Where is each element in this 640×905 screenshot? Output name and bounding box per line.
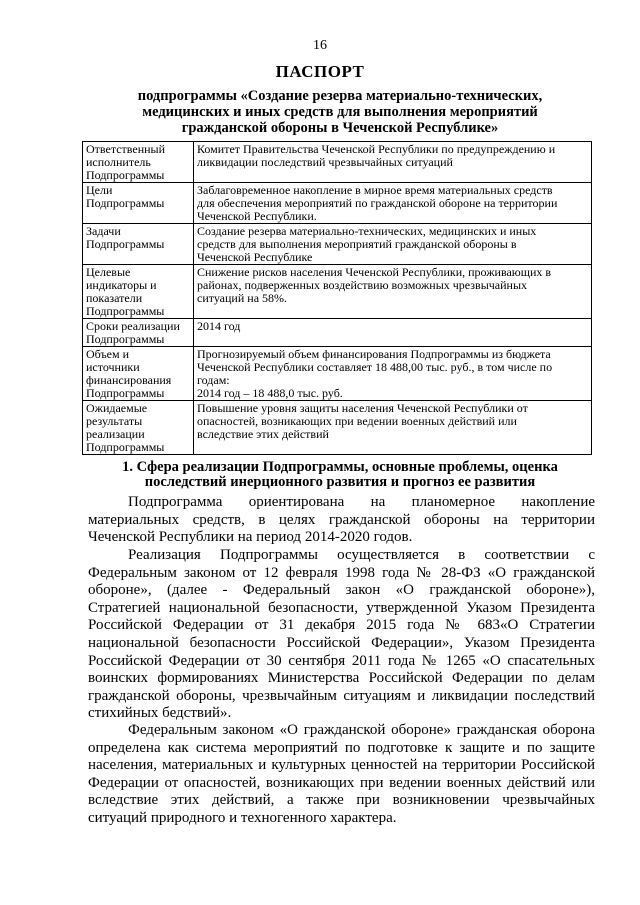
value-line: Чеченской Республике [197,250,313,264]
subtitle-line: гражданской обороны в Чеченской Республике» [181,120,499,136]
label-line: результаты [86,414,143,428]
row-label [83,183,194,224]
section-heading [100,460,580,490]
paragraph-line: национальной безопасности Российской Федерации», Указом Президента [88,634,595,651]
label-line: Подпрограммы [86,196,165,210]
label-line: источники [86,360,140,374]
label-line: Ответственный [86,142,166,156]
value-line: 2014 год – 18 488,0 тыс. руб. [197,386,343,400]
paragraph-line: Чеченской Республики на период 2014-2020 годов. [88,529,413,546]
table-row [83,183,592,224]
section-heading-line: 1. Сфера реализации Подпрограммы, основные проблемы, оценка [122,459,558,475]
row-value [194,224,592,265]
row-label [83,265,194,319]
value-line: для обеспечения мероприятий по гражданской обороне на территории [197,196,558,210]
passport-table [82,141,592,455]
paragraph-line: Федеральным законом от 12 февраля 1998 года № 28-ФЗ «О гражданской [88,564,595,581]
paragraph [88,547,595,723]
row-label [83,401,194,455]
value-line: Создание резерва материально-технических, медицинских и иных [197,224,537,238]
paragraph-line: населения, материальных и культурных ценностей на территории Российской [88,757,595,774]
subtitle-line: подпрограммы «Создание резерва материально-технических, [137,88,543,104]
section-heading-line: последствий инерционного развития и прогноз ее развития [144,474,536,490]
value-line: Комитет Правительства Чеченской Республики по предупреждению и [197,142,556,156]
value-line: годам: [197,373,230,387]
row-label [83,142,194,183]
paragraph [88,722,595,828]
document-subtitle [100,88,580,136]
label-line: Цели [86,183,113,197]
table-row [83,142,592,183]
label-line: Подпрограммы [86,304,165,318]
table-row [83,401,592,455]
value-line: Чеченской Республики. [197,209,317,223]
value-line: опасностей, возникающих при ведении военных действий или [197,414,517,428]
label-line: Задачи [86,224,121,238]
paragraph-line: Федерации от опасностей, возникающих при ведении военных действий или [88,774,595,791]
row-value [194,319,592,347]
paragraph-line: Федеральным законом «О гражданской обороне» гражданская оборона [128,722,595,738]
label-line: показатели [86,291,143,305]
value-line: Заблаговременное накопление в мирное время материальных средств [197,183,553,197]
label-line: Ожидаемые [86,401,148,415]
row-label [83,347,194,401]
label-line: Подпрограммы [86,386,165,400]
paragraph-line: определена как система мероприятий по подготовке к защите и по защите [88,739,595,756]
paragraph-line: обороне», (далее - Федеральный закон «О гражданской обороне»), [88,582,595,599]
value-line: Чеченской Республики составляет 18 488,00 тыс. руб., в том числе по [197,360,553,374]
value-line: районах, подверженных воздействию возможных чрезвычайных [197,278,528,292]
row-value [194,265,592,319]
value-line: Снижение рисков населения Чеченской Республики, проживающих в [197,265,552,279]
label-line: Сроки реализации [86,319,180,333]
table-row [83,265,592,319]
table-row [83,347,592,401]
value-line: ликвидации последствий чрезвычайных ситуаций [197,155,453,169]
value-line: Повышение уровня защиты населения Чеченской Республики от [197,401,528,415]
value-line: средств для выполнения мероприятий гражданской обороны в [197,237,517,251]
paragraph-line: гражданской обороны, чрезвычайным ситуациям и ликвидации последствий [88,687,595,704]
label-line: Объем и [86,347,130,361]
row-value [194,183,592,224]
label-line: Целевые [86,265,131,279]
row-value [194,401,592,455]
label-line: финансирования [86,373,172,387]
page-number: 16 [313,38,327,53]
paragraph [88,494,595,547]
paragraph-line: Подпрограмма ориентирована на планомерное накопление [128,494,595,510]
paragraph-line: ситуаций природного и техногенного характера. [88,809,397,826]
label-line: Подпрограммы [86,168,165,182]
label-line: Подпрограммы [86,332,165,346]
row-value [194,142,592,183]
value-line: ситуаций на 58%. [197,291,288,305]
label-line: индикаторы и [86,278,157,292]
value-line: Прогнозируемый объем финансирования Подпрограммы из бюджета [197,347,551,361]
paragraph-line: Российской Федерации от 30 сентября 2011 года № 1265 «О спасательных [88,652,595,669]
label-line: исполнитель [86,155,151,169]
table-row [83,224,592,265]
paragraph-line: воинских формированиях Министерства Российской Федерации по делам [88,670,595,687]
paragraph-line: материальных средств, в целях гражданской обороны на территории [88,511,595,528]
row-label [83,224,194,265]
row-value [194,347,592,401]
paragraph-line: Реализация Подпрограммы осуществляется в соответствии с [128,547,595,563]
document-title: ПАСПОРТ [275,62,365,81]
label-line: реализации [86,427,145,441]
row-label [83,319,194,347]
value-line: 2014 год [197,319,241,333]
table-row [83,319,592,347]
label-line: Подпрограммы [86,237,165,251]
paragraph-line: Российской Федерации от 31 декабря 2015 года № 683«О Стратегии [88,617,595,634]
subtitle-line: медицинских и иных средств для выполнения мероприятий [142,104,538,120]
paragraph-line: Стратегией национальной безопасности, утвержденной Указом Президента [88,599,595,616]
paragraph-line: стихийных бедствий». [88,705,232,722]
value-line: вследствие этих действий [197,427,329,441]
paragraph-line: вследствие этих действий, а также при возникновении чрезвычайных [88,792,595,809]
label-line: Подпрограммы [86,440,165,454]
